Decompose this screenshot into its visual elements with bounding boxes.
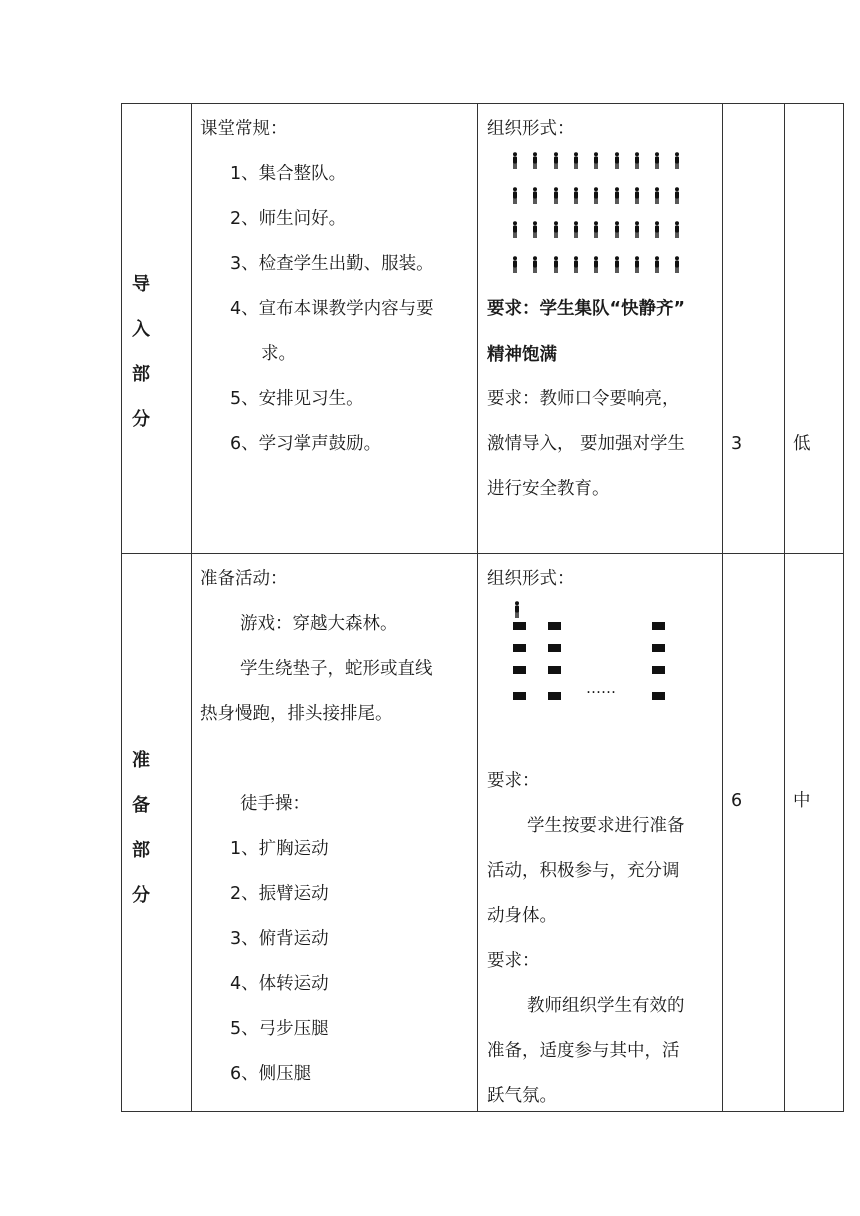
requirement-line: 活动，积极参与，充分调 — [487, 861, 680, 881]
list-item: 4、体转运动 — [230, 974, 329, 994]
mat-icon — [548, 666, 561, 674]
person-icon — [591, 221, 601, 238]
requirement-line: 准备，适度参与其中，活 — [487, 1041, 680, 1061]
list-item: 6、侧压腿 — [230, 1064, 312, 1084]
person-icon — [612, 152, 622, 169]
mat-icon — [548, 622, 561, 630]
person-icon — [571, 187, 581, 204]
person-icon — [632, 152, 642, 169]
section-name-warmup — [122, 738, 160, 918]
requirement-line: 动身体。 — [487, 906, 557, 926]
person-icon — [672, 221, 682, 238]
person-icon — [510, 187, 520, 204]
person-icon — [530, 187, 540, 204]
game-line: 学生绕垫子，蛇形或直线 — [240, 659, 433, 679]
list-item: 1、扩胸运动 — [230, 839, 329, 859]
person-icon — [591, 152, 601, 169]
person-icon — [652, 187, 662, 204]
exercise-heading: 徒手操： — [240, 794, 310, 814]
person-icon — [612, 187, 622, 204]
person-icon — [632, 221, 642, 238]
person-icon — [672, 187, 682, 204]
organization-cell — [478, 554, 723, 1112]
person-icon — [672, 152, 682, 169]
mat-icon — [652, 622, 665, 630]
list-item: 5、安排见习生。 — [230, 389, 364, 409]
requirement-line: 要求：教师口令要响亮， — [487, 389, 680, 409]
person-icon — [571, 256, 581, 273]
person-icon — [530, 152, 540, 169]
content-cell — [192, 104, 478, 554]
list-item: 2、师生问好。 — [230, 209, 347, 229]
mat-icon — [513, 692, 526, 700]
section-char: 部 — [132, 364, 150, 385]
requirement-line: 激情导入， 要加强对学生 — [487, 434, 686, 454]
section-char: 准 — [132, 750, 150, 771]
person-icon — [612, 256, 622, 273]
person-icon — [510, 152, 520, 169]
section-char: 分 — [132, 409, 150, 430]
requirement-bold: 要求：学生集队“快静齐” — [487, 299, 686, 319]
intensity-cell — [785, 554, 844, 1112]
content-heading: 课堂常规： — [200, 119, 288, 139]
intensity-value: 中 — [793, 791, 811, 811]
game-line: 游戏：穿越大森林。 — [240, 614, 398, 634]
requirement-line: 学生按要求进行准备 — [527, 816, 685, 836]
mat-icon — [513, 644, 526, 652]
list-item: 3、检查学生出勤、服装。 — [230, 254, 434, 274]
mat-icon — [513, 622, 526, 630]
section-row-warmup — [122, 554, 844, 1112]
person-icon — [672, 256, 682, 273]
organization-heading: 组织形式： — [487, 119, 575, 139]
ellipsis-text: …… — [586, 679, 616, 697]
person-icon — [612, 221, 622, 238]
time-value: 6 — [731, 791, 743, 811]
list-item: 5、弓步压腿 — [230, 1019, 329, 1039]
person-icon — [530, 256, 540, 273]
person-icon — [530, 221, 540, 238]
list-item: 2、振臂运动 — [230, 884, 329, 904]
person-icon — [551, 221, 561, 238]
content-cell — [192, 554, 478, 1112]
mat-icon — [652, 644, 665, 652]
lesson-plan-table — [121, 103, 844, 1112]
person-icon — [652, 152, 662, 169]
section-char: 部 — [132, 840, 150, 861]
list-item: 6、学习掌声鼓励。 — [230, 434, 382, 454]
person-icon — [571, 152, 581, 169]
requirement-heading: 要求： — [487, 951, 540, 971]
requirement-line: 教师组织学生有效的 — [527, 996, 685, 1016]
person-icon — [632, 187, 642, 204]
mat-icon — [652, 666, 665, 674]
requirement-bold-cont: 精神饱满 — [487, 345, 557, 365]
section-name-intro — [122, 262, 160, 442]
mat-icon — [652, 692, 665, 700]
requirement-line: 跃气氛。 — [487, 1086, 557, 1106]
person-icon — [551, 187, 561, 204]
list-item: 1、集合整队。 — [230, 164, 347, 184]
list-item: 4、宣布本课教学内容与要 — [230, 299, 434, 319]
person-icon — [551, 152, 561, 169]
mat-icon — [548, 692, 561, 700]
mat-icon — [548, 644, 561, 652]
person-icon — [512, 601, 522, 618]
section-char: 入 — [132, 319, 150, 340]
person-icon — [510, 256, 520, 273]
game-line: 热身慢跑，排头接排尾。 — [200, 704, 393, 724]
person-icon — [510, 221, 520, 238]
requirement-line: 进行安全教育。 — [487, 479, 610, 499]
section-char: 备 — [132, 795, 150, 816]
person-icon — [652, 221, 662, 238]
intensity-cell — [785, 104, 844, 554]
content-heading: 准备活动： — [200, 569, 288, 589]
time-cell — [723, 554, 785, 1112]
person-icon — [632, 256, 642, 273]
time-cell — [723, 104, 785, 554]
section-name-cell — [122, 104, 192, 554]
section-char: 导 — [132, 274, 150, 295]
organization-cell — [478, 104, 723, 554]
section-name-cell — [122, 554, 192, 1112]
time-value: 3 — [731, 434, 743, 454]
requirement-heading: 要求： — [487, 771, 540, 791]
organization-heading: 组织形式： — [487, 569, 575, 589]
mat-icon — [513, 666, 526, 674]
person-icon — [591, 187, 601, 204]
section-char: 分 — [132, 885, 150, 906]
person-icon — [591, 256, 601, 273]
list-item-continued: 求。 — [261, 344, 296, 364]
person-icon — [652, 256, 662, 273]
list-item: 3、俯背运动 — [230, 929, 329, 949]
section-row-intro — [122, 104, 844, 554]
person-icon — [551, 256, 561, 273]
person-icon — [571, 221, 581, 238]
intensity-value: 低 — [793, 434, 811, 454]
